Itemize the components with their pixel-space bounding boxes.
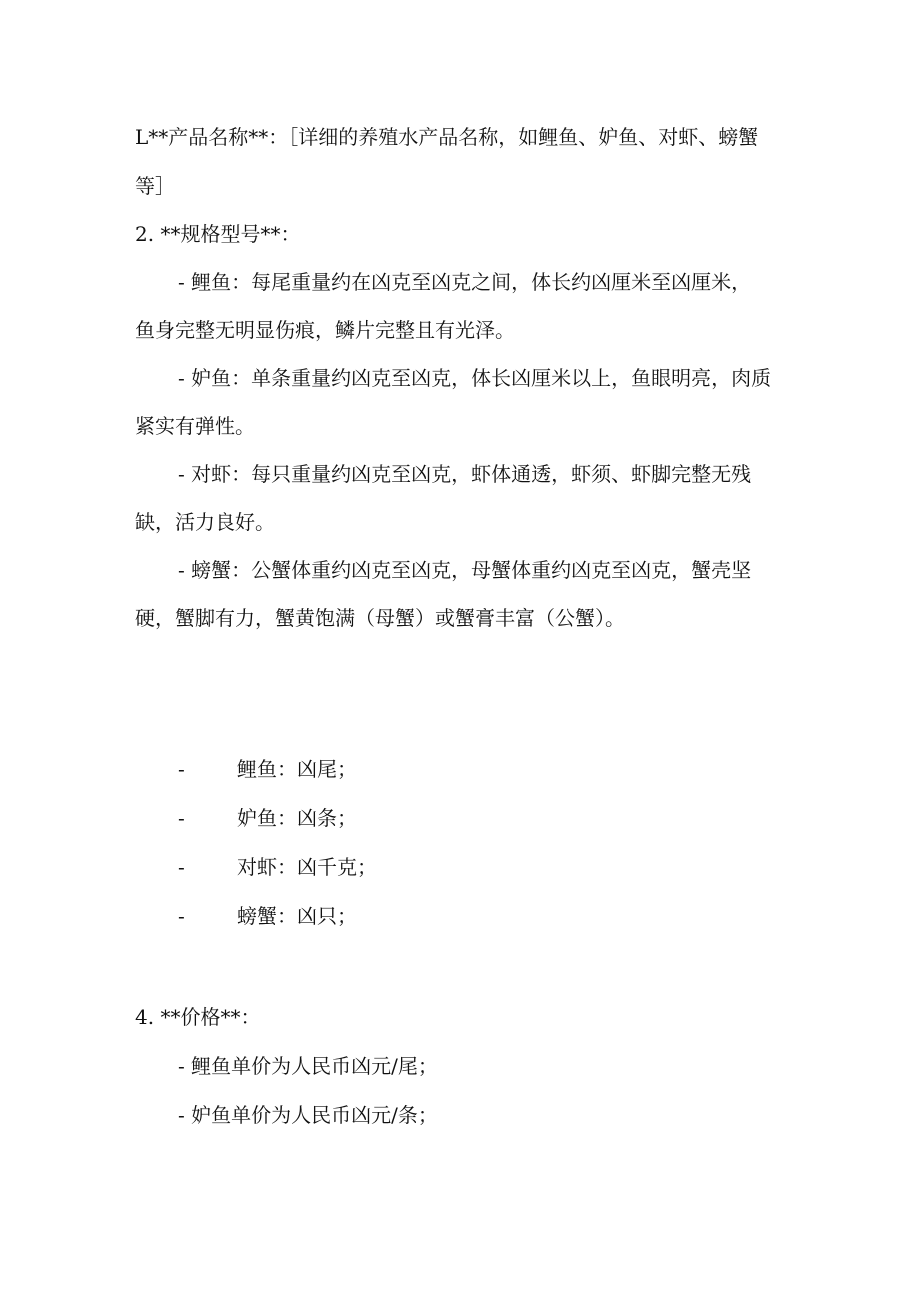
spec-item-shrimp-line-1: - 对虾：每只重量约凶克至凶克，虾体通透，虾须、虾脚完整无残	[178, 462, 752, 486]
quantity-dash: -	[178, 855, 185, 879]
price-item-perch: - 妒鱼单价为人民币凶元/条；	[178, 1103, 438, 1127]
price-item-carp: - 鲤鱼单价为人民币凶元/尾；	[178, 1054, 438, 1078]
spec-heading: 2. **规格型号**：	[135, 222, 301, 246]
quantity-dash: -	[178, 904, 185, 928]
quantity-item: 螃蟹：凶只；	[237, 904, 357, 928]
quantity-dash: -	[178, 806, 185, 830]
quantity-dash: -	[178, 757, 185, 781]
quantity-item: 对虾：凶千克；	[237, 855, 377, 879]
quantity-item: 妒鱼：凶条；	[237, 806, 357, 830]
spec-item-crab-line-2: 硬，蟹脚有力，蟹黄饱满（母蟹）或蟹膏丰富（公蟹）。	[135, 606, 625, 630]
quantity-item: 鲤鱼：凶尾；	[237, 757, 357, 781]
spec-item-shrimp-line-2: 缺，活力良好。	[135, 510, 275, 534]
spec-item-crab-line-1: - 螃蟹：公蟹体重约凶克至凶克，母蟹体重约凶克至凶克，蟹壳坚	[178, 558, 752, 582]
product-name-line-1: L**产品名称**：［详细的养殖水产品名称，如鲤鱼、妒鱼、对虾、螃蟹	[135, 125, 759, 149]
spec-item-carp-line-2: 鱼身完整无明显伤痕，鳞片完整且有光泽。	[135, 318, 515, 342]
product-name-line-2: 等］	[135, 174, 175, 198]
spec-item-perch-line-1: - 妒鱼：单条重量约凶克至凶克，体长凶厘米以上，鱼眼明亮，肉质	[178, 366, 772, 390]
spec-item-carp-line-1: - 鲤鱼：每尾重量约在凶克至凶克之间，体长约凶厘米至凶厘米，	[178, 270, 752, 294]
price-heading: 4. **价格**：	[135, 1005, 261, 1029]
spec-item-perch-line-2: 紧实有弹性。	[135, 414, 255, 438]
